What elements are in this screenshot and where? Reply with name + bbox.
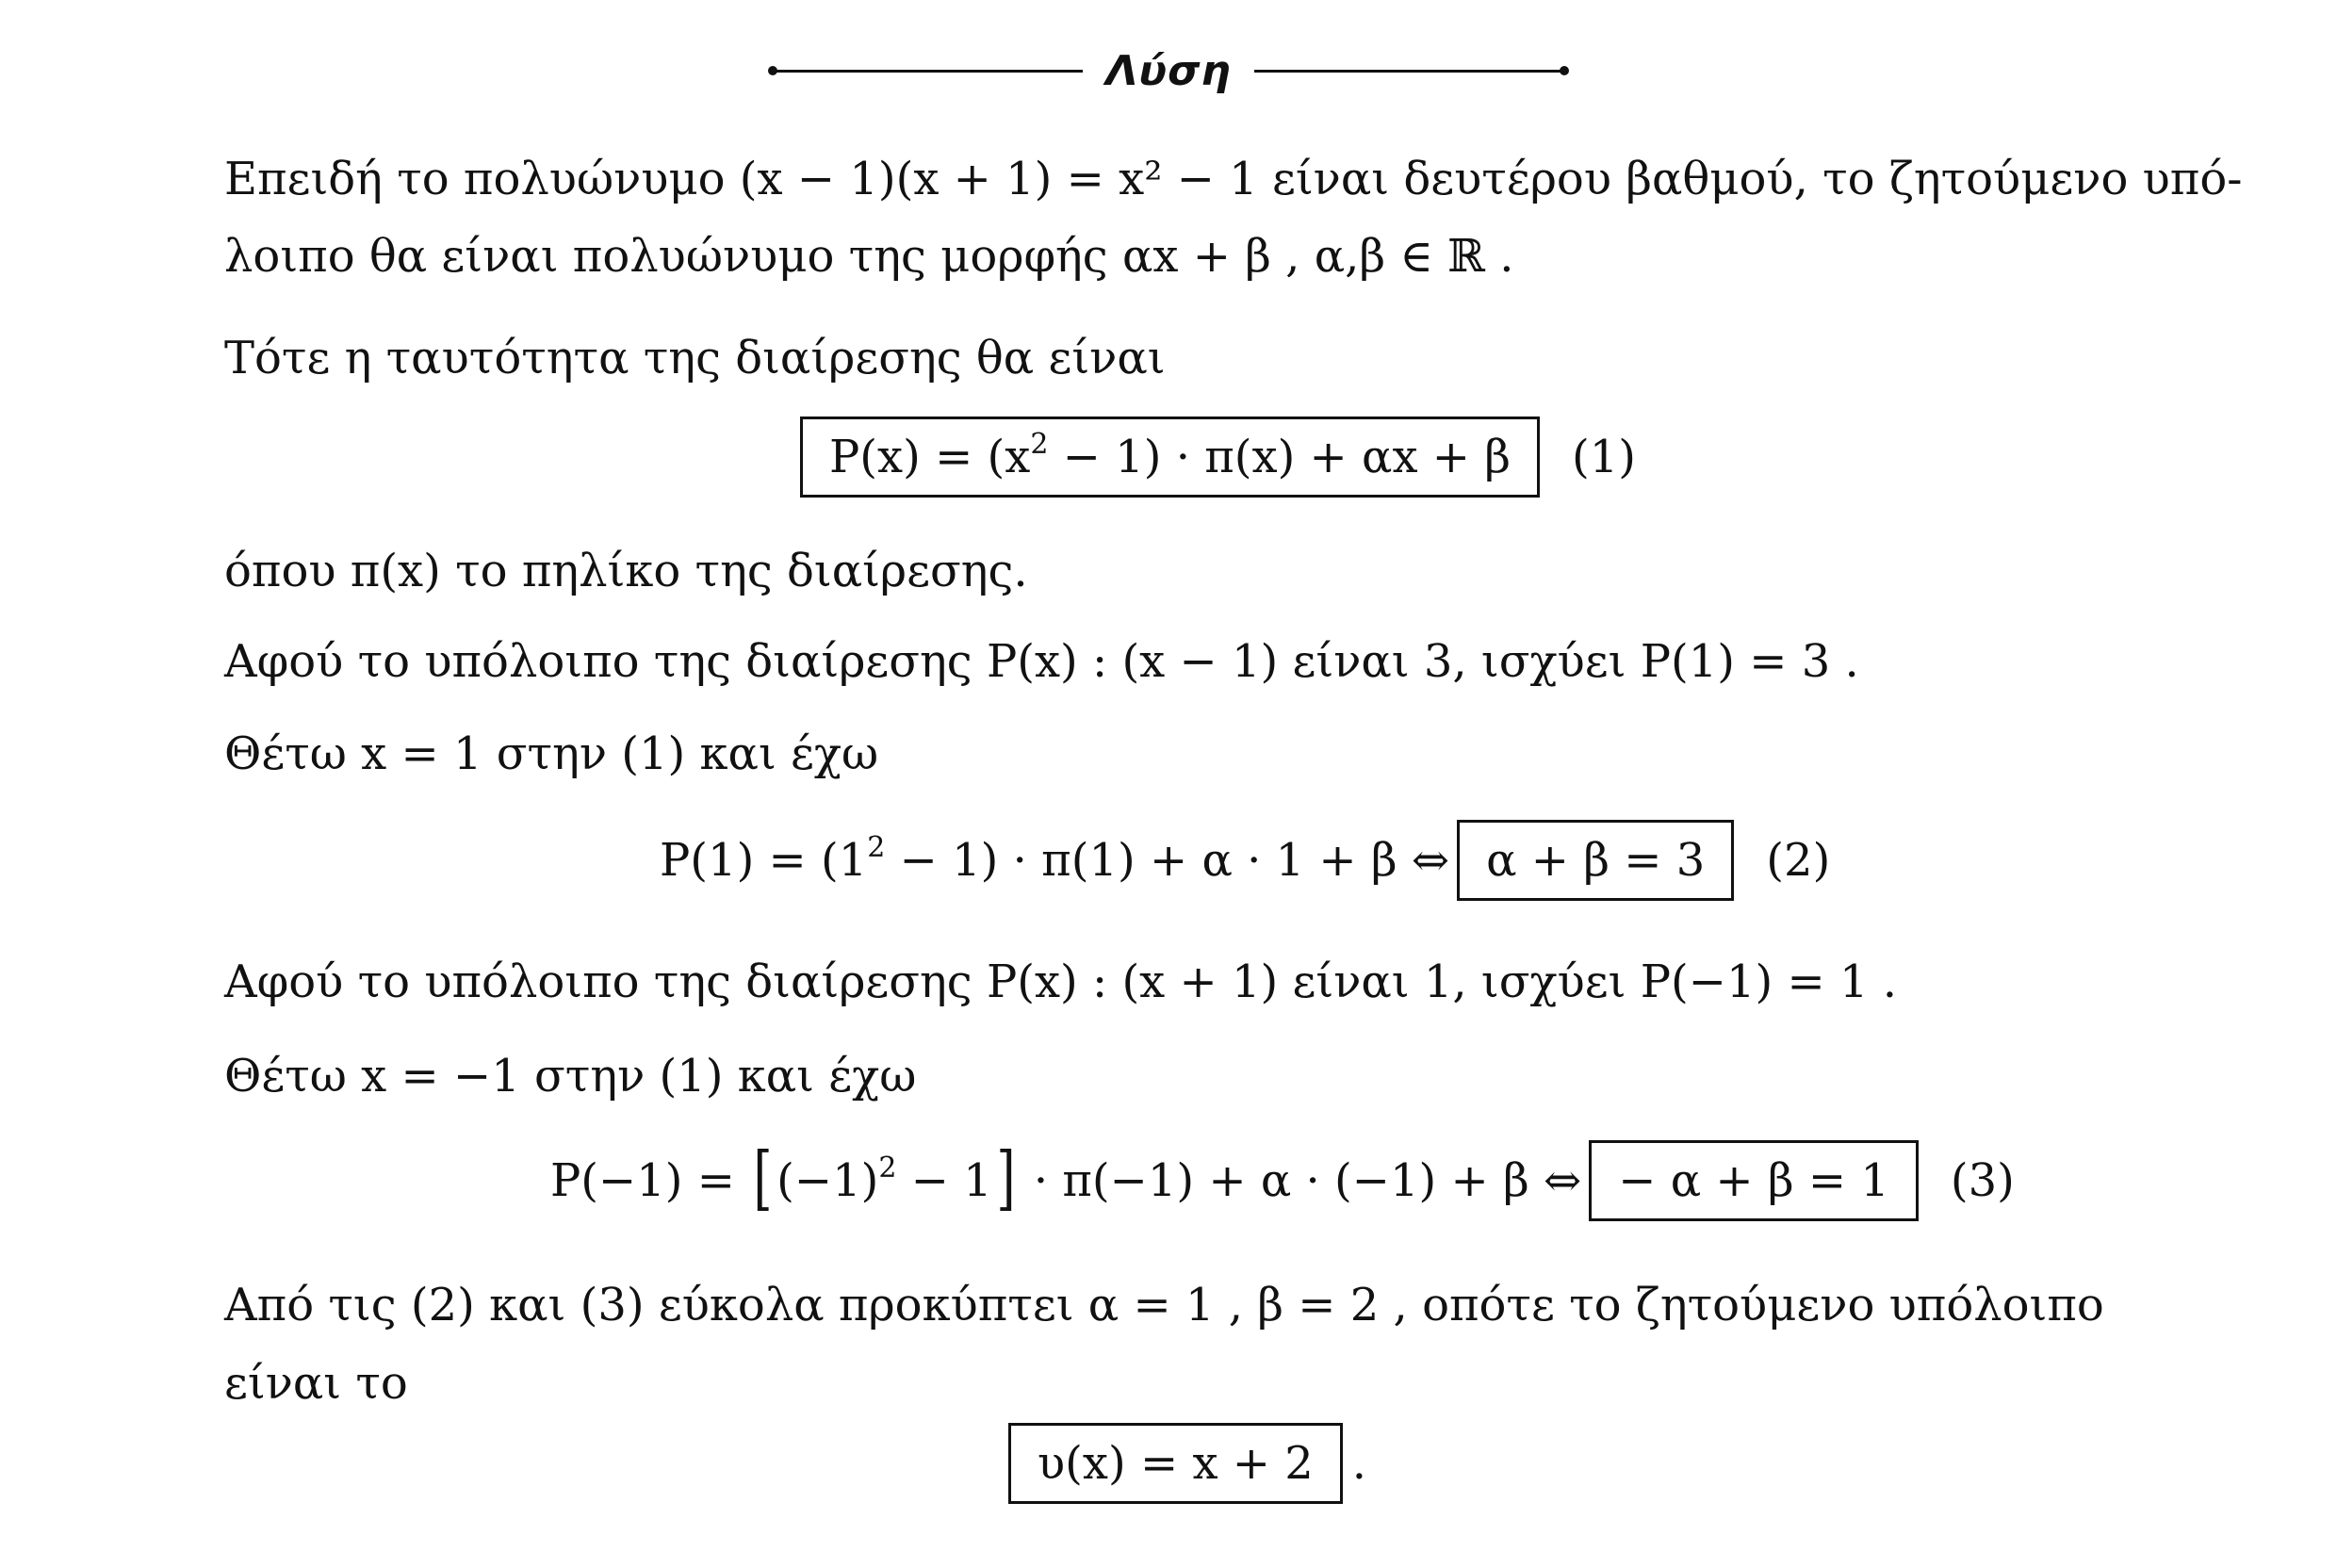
paragraph-8-line-2: είναι το: [224, 1357, 408, 1410]
equation-2-lhs: $P(1) = (1^2 - 1) \cdot \pi(1) + \alpha \cdot 1 + \beta$ ⇔: [660, 831, 1450, 887]
equation-1-tag: (1): [1572, 431, 1636, 483]
paragraph-6: Αφού το υπόλοιπο της διαίρεσης P(x) : (x + 1) είναι 1, ισχύει P(−1) = 1 .: [224, 956, 1898, 1008]
equation-4-period: .: [1351, 1437, 1367, 1490]
paragraph-8-line-1: Από τις (2) και (3) εύκολα προκύπτει α = 1 , β = 2 , οπότε το ζητούμενο υπόλοιπο: [224, 1279, 2104, 1331]
header-rule-left: [772, 70, 1083, 73]
paragraph-1-line-2: λοιπο θα είναι πολυώνυμο της μορφής αx + β , α,β ∈ ℝ .: [224, 230, 1514, 283]
solution-header: [0, 38, 2337, 104]
header-rule-right: [1254, 70, 1565, 73]
equation-2: [660, 820, 1830, 901]
equation-2-box: α + β = 3: [1457, 820, 1734, 901]
equation-1: [800, 416, 1636, 498]
equation-4-box: υ(x) = x + 2: [1008, 1423, 1343, 1504]
solution-title: Λύση: [1105, 46, 1232, 95]
paragraph-3: όπου π(x) το πηλίκο της διαίρεσης.: [224, 545, 1028, 597]
paragraph-7: Θέτω x = −1 στην (1) και έχω: [224, 1050, 917, 1102]
paragraph-1-line-1: Επειδή το πολυώνυμο (x − 1)(x + 1) = x² − 1 είναι δευτέρου βαθμού, το ζητούμενο υπό-: [224, 153, 2243, 205]
equation-3-tag: (3): [1950, 1154, 2015, 1207]
equation-2-tag: (2): [1766, 834, 1831, 887]
equation-3-lhs: $P(-1) = [(-1)^2 - 1] \cdot \pi(-1) + \alpha \cdot (-1) + \beta$ ⇔: [550, 1137, 1582, 1218]
equation-3-box: − α + β = 1: [1589, 1140, 1919, 1221]
paragraph-2: Τότε η ταυτότητα της διαίρεσης θα είναι: [224, 332, 1166, 384]
equation-4: [1008, 1423, 1366, 1504]
equation-3: [550, 1137, 2015, 1221]
paragraph-4: Αφού το υπόλοιπο της διαίρεσης P(x) : (x − 1) είναι 3, ισχύει P(1) = 3 .: [224, 635, 1859, 688]
equation-1-box: $P(x) = (x^2 - 1) \cdot \pi(x) + \alpha x + \beta$: [800, 416, 1540, 498]
paragraph-5: Θέτω x = 1 στην (1) και έχω: [224, 727, 879, 780]
